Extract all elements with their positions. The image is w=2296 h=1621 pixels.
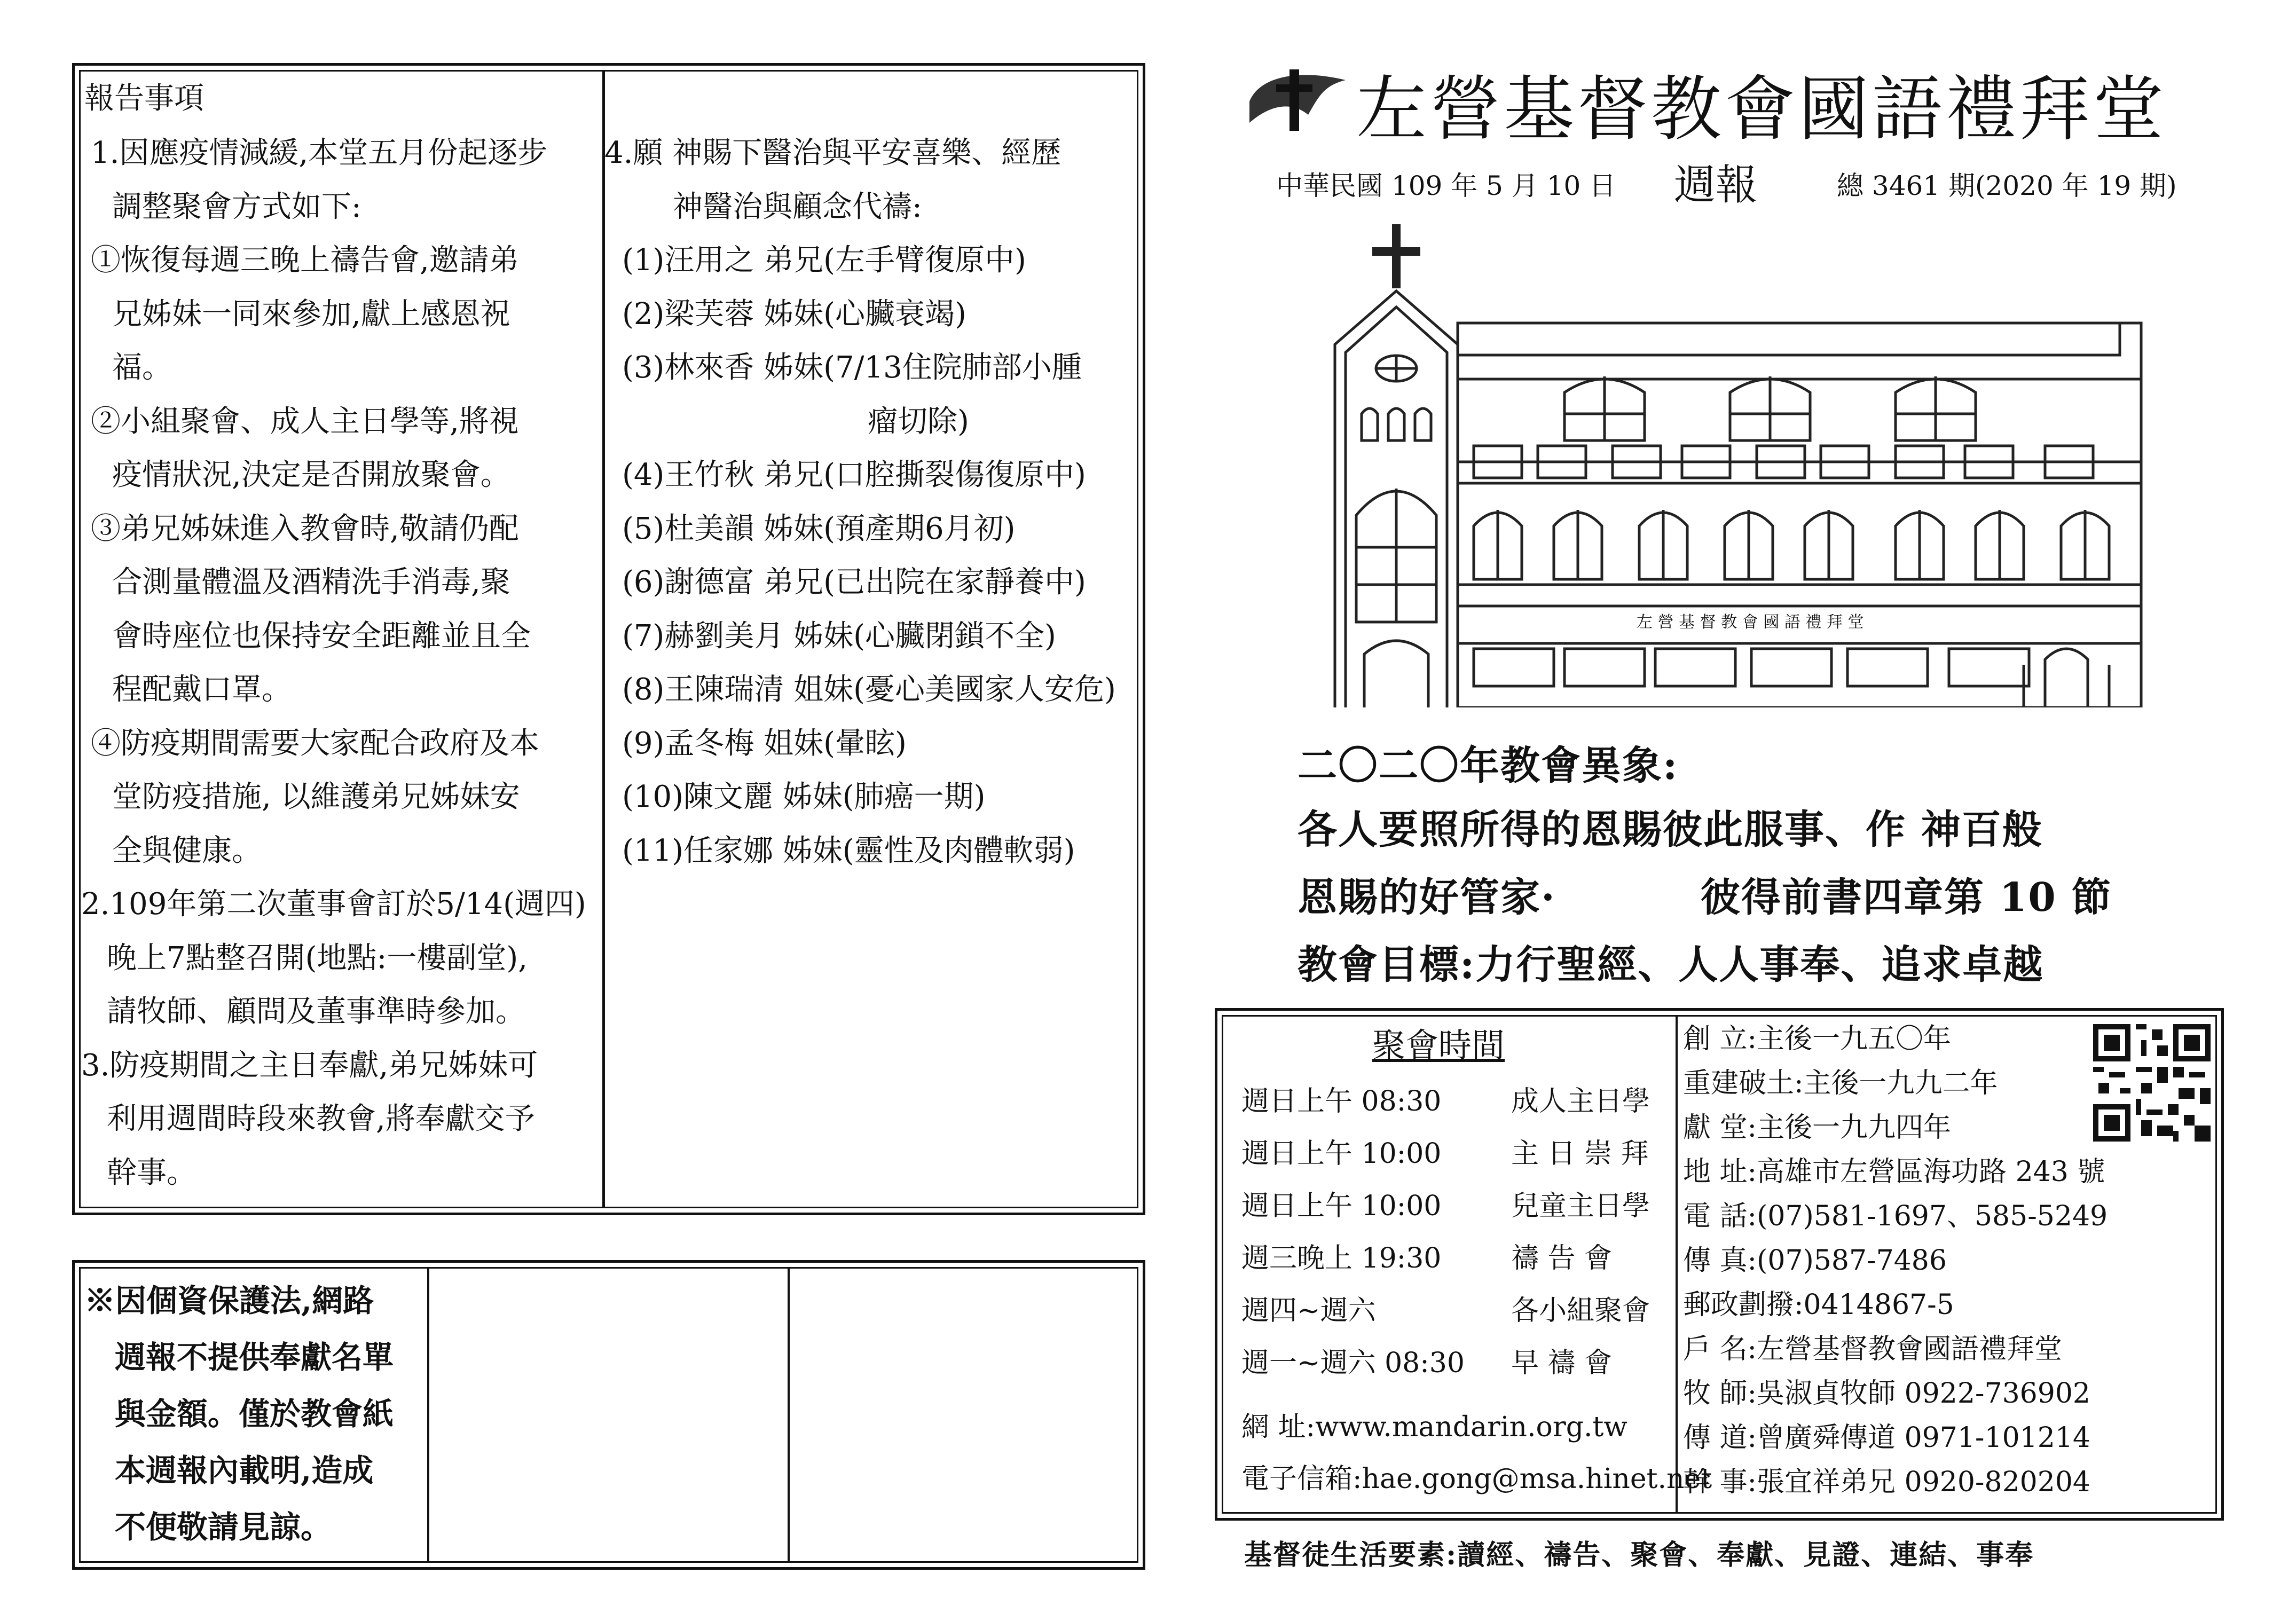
- announcement-line: 調整聚會方式如下:: [112, 189, 361, 224]
- announcement-line: 程配戴口罩。: [112, 672, 292, 707]
- announcements-title: 報告事項: [84, 81, 204, 116]
- announcement-line: 請牧師、顧問及董事準時參加。: [107, 994, 525, 1029]
- announcement-line: ②小組聚會、成人主日學等,將視: [91, 404, 519, 439]
- prayer-request-line: (4)王竹秋 弟兄(口腔撕裂傷復原中): [622, 458, 1086, 492]
- church-info-line: 牧 師:吳淑貞牧師 0922-736902: [1683, 1378, 2090, 1410]
- announcement-line: 會時座位也保持安全距離並且全: [112, 618, 531, 654]
- issue-number: 總 3461 期(2020 年 19 期): [1837, 170, 2177, 201]
- announcement-line: ③弟兄姊妹進入教會時,敬請仍配: [91, 511, 519, 546]
- prayer-request-line: (11)任家娜 姊妹(靈性及肉體軟弱): [622, 833, 1075, 868]
- prayer-request-line: (7)赫劉美月 姊妹(心臟閉鎖不全): [622, 618, 1056, 654]
- schedule-title: 聚會時間: [1372, 1026, 1505, 1065]
- announcement-line: ①恢復每週三晚上禱告會,邀請弟: [91, 243, 519, 278]
- schedule-event: 成人主日學: [1511, 1085, 1650, 1118]
- church-info-line: 獻 堂:主後一九九四年: [1683, 1112, 1952, 1144]
- schedule-event: 各小組聚會: [1511, 1295, 1650, 1327]
- schedule-time: 週四~週六: [1241, 1295, 1376, 1327]
- schedule-event: 主 日 崇 拜: [1511, 1138, 1649, 1170]
- announcement-line: 利用週間時段來教會,將奉獻交予: [107, 1101, 535, 1136]
- weekly-label: 週報: [1674, 161, 1758, 209]
- announcement-line: 3.防疫期間之主日奉獻,弟兄姊妹可: [81, 1048, 538, 1083]
- privacy-line: 不便敬請見諒。: [115, 1509, 332, 1545]
- announcement-line: 福。: [112, 350, 172, 385]
- schedule-event: 兒童主日學: [1511, 1190, 1650, 1222]
- prayer-request-line: 瘤切除): [868, 404, 969, 439]
- church-info-line: 電 話:(07)581-1697、585-5249: [1683, 1200, 2108, 1232]
- vision-line-1: 各人要照所得的恩賜彼此服事、作 神百般: [1298, 807, 2043, 853]
- church-logo-icon: [1239, 64, 1351, 133]
- church-building-illustration: [1314, 216, 2146, 707]
- schedule-time: 週一~週六 08:30: [1241, 1347, 1465, 1379]
- church-info-line: 創 立:主後一九五〇年: [1683, 1023, 1952, 1055]
- vision-line-2a: 恩賜的好管家·: [1298, 875, 1556, 920]
- privacy-line: 週報不提供奉獻名單: [115, 1339, 394, 1375]
- church-info-line: 傳 道:曾廣舜傳道 0971-101214: [1683, 1422, 2090, 1454]
- announcement-line: ④防疫期間需要大家配合政府及本: [91, 726, 539, 761]
- church-info-line: 郵政劃撥:0414867-5: [1683, 1289, 1954, 1321]
- privacy-divider-2: [788, 1267, 790, 1563]
- church-info-line: 戶 名:左營基督教會國語禮拜堂: [1683, 1333, 2063, 1365]
- qr-code-icon: [2093, 1024, 2211, 1142]
- church-info-line: 幹 事:張宜祥弟兄 0920-820204: [1683, 1466, 2090, 1498]
- church-info-line: 傳 真:(07)587-7486: [1683, 1245, 1947, 1277]
- website: 網 址:www.mandarin.org.tw: [1241, 1411, 1627, 1443]
- prayer-request-line: 4.願 神賜下醫治與平安喜樂、經歷: [604, 136, 1061, 170]
- prayer-request-line: (1)汪用之 弟兄(左手臂復原中): [622, 243, 1026, 278]
- schedule-time: 週三晚上 19:30: [1241, 1242, 1442, 1274]
- schedule-info-divider: [1676, 1015, 1678, 1514]
- christian-life-essentials: 基督徒生活要素:讀經、禱告、聚會、奉獻、見證、連結、事奉: [1244, 1539, 2034, 1571]
- church-info-line: 重建破土:主後一九九二年: [1683, 1067, 1998, 1099]
- privacy-line: 本週報內載明,造成: [115, 1452, 374, 1489]
- prayer-request-line: (2)梁芙蓉 姊妹(心臟衰竭): [622, 296, 966, 332]
- announcement-line: 1.因應疫情減緩,本堂五月份起逐步: [91, 136, 548, 170]
- announcements-divider: [602, 70, 605, 1208]
- privacy-line: 與金額。僅於教會紙: [115, 1396, 394, 1432]
- prayer-request-line: (5)杜美韻 姊妹(預產期6月初): [622, 511, 1016, 546]
- prayer-request-line: 神醫治與顧念代禱:: [673, 189, 922, 224]
- schedule-event: 禱 告 會: [1511, 1242, 1613, 1274]
- announcement-line: 全與健康。: [112, 833, 262, 868]
- announcement-line: 兄姊妹一同來參加,獻上感恩祝: [112, 296, 510, 332]
- announcement-line: 合測量體溫及酒精洗手消毒,聚: [112, 565, 510, 600]
- schedule-time: 週日上午 10:00: [1241, 1190, 1442, 1222]
- prayer-request-line: (8)王陳瑞清 姐妹(憂心美國家人安危): [622, 672, 1116, 707]
- prayer-request-line: (10)陳文麗 姊妹(肺癌一期): [622, 780, 986, 814]
- announcement-line: 幹事。: [107, 1155, 196, 1190]
- privacy-line: ※因個資保護法,網路: [84, 1282, 374, 1319]
- announcement-line: 堂防疫措施, 以維護弟兄姊妹安: [112, 780, 520, 814]
- privacy-divider-1: [427, 1267, 429, 1563]
- vision-line-2b: 彼得前書四章第 10 節: [1701, 875, 2112, 920]
- schedule-time: 週日上午 10:00: [1241, 1138, 1442, 1170]
- church-goal: 教會目標:力行聖經、人人事奉、追求卓越: [1298, 942, 2044, 988]
- announcement-line: 疫情狀況,決定是否開放聚會。: [112, 458, 510, 492]
- prayer-request-line: (9)孟冬梅 姐妹(暈眩): [622, 726, 907, 761]
- announcement-line: 晚上7點整召開(地點:一樓副堂),: [107, 940, 528, 975]
- email: 電子信箱:hae.gong@msa.hinet.net: [1241, 1463, 1712, 1495]
- issue-date: 中華民國 109 年 5 月 10 日: [1276, 170, 1616, 201]
- church-name: 左營基督教會國語禮拜堂: [1356, 68, 2167, 151]
- schedule-time: 週日上午 08:30: [1241, 1085, 1442, 1118]
- prayer-request-line: (3)林來香 姊妹(7/13住院肺部小腫: [622, 350, 1082, 385]
- prayer-request-line: (6)謝德富 弟兄(已出院在家靜養中): [622, 565, 1086, 600]
- announcement-line: 2.109年第二次董事會訂於5/14(週四): [81, 887, 586, 922]
- church-info-line: 地 址:高雄市左營區海功路 243 號: [1683, 1156, 2105, 1188]
- building-sign: 左 營 基 督 教 會 國 語 禮 拜 堂: [1637, 613, 1864, 632]
- vision-heading: 二〇二〇年教會異象:: [1298, 743, 1679, 789]
- schedule-event: 早 禱 會: [1511, 1347, 1613, 1379]
